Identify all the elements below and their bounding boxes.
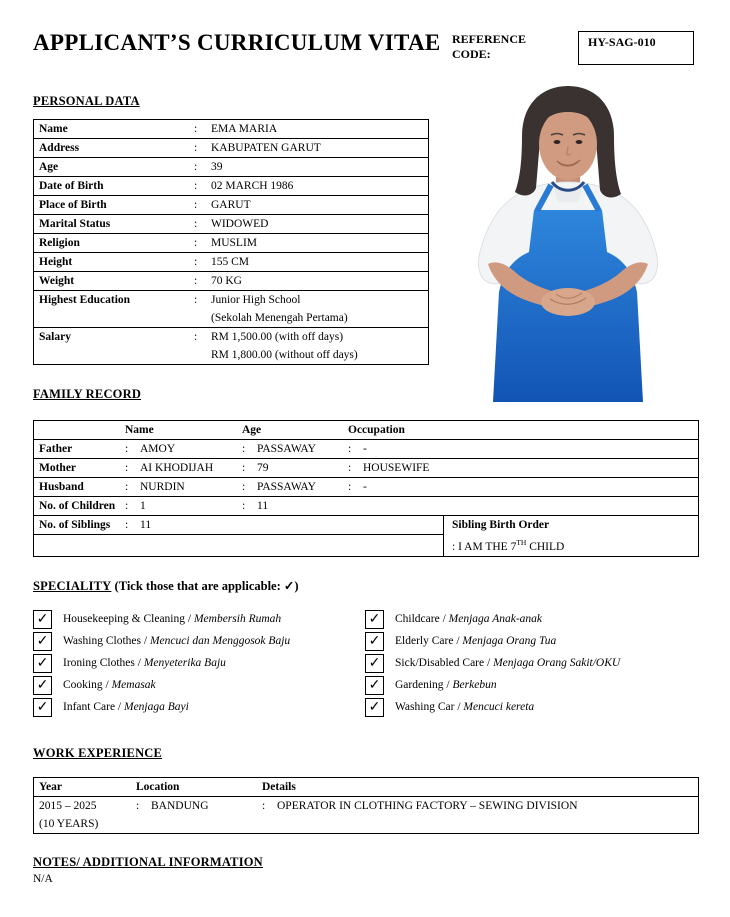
table-row xyxy=(34,328,428,364)
field-value: 155 CM xyxy=(211,256,250,268)
family-record-table xyxy=(33,420,699,557)
field-value xyxy=(211,291,428,327)
field-value: MUSLIM xyxy=(211,237,258,249)
field-value: WIDOWED xyxy=(211,218,269,230)
checkmark-icon: ✓ xyxy=(368,633,381,649)
speciality-item xyxy=(365,696,705,718)
column-header-occupation: Occupation xyxy=(348,424,405,436)
table-row xyxy=(34,215,428,234)
row-label: Husband xyxy=(39,481,84,493)
speciality-item xyxy=(365,652,705,674)
speciality-item xyxy=(33,674,373,696)
checkmark-icon: ✓ xyxy=(368,611,381,627)
table-row xyxy=(34,459,698,478)
ordinal-superscript: TH xyxy=(516,538,527,547)
table-row xyxy=(34,478,698,497)
speciality-label: Childcare / Menjaga Anak-anak xyxy=(395,613,543,625)
colon: : xyxy=(194,275,198,287)
checkmark-icon: ✓ xyxy=(368,655,381,671)
colon: : xyxy=(125,519,129,531)
checkbox-childcare[interactable] xyxy=(365,610,384,629)
colon: : xyxy=(194,237,198,249)
cell-name: : AMOY xyxy=(125,440,242,458)
field-value xyxy=(211,328,428,364)
speciality-label: Washing Car / Mencuci kereta xyxy=(395,701,535,713)
field-value: KABUPATEN GARUT xyxy=(211,142,321,154)
colon: : xyxy=(125,462,129,474)
row-label: No. of Children xyxy=(39,500,116,512)
speciality-label: Ironing Clothes / Menyeterika Baju xyxy=(63,657,226,669)
checkbox-washing-clothes[interactable] xyxy=(33,632,52,651)
field-value: 70 KG xyxy=(211,275,242,287)
field-value: EMA MARIA xyxy=(211,123,278,135)
checkbox-housekeeping[interactable] xyxy=(33,610,52,629)
cell-age: : 79 xyxy=(242,459,348,477)
table-header-row xyxy=(34,421,698,440)
speciality-label: Gardening / Berkebun xyxy=(395,679,497,691)
speciality-label: Housekeeping & Cleaning / Membersih Rumah xyxy=(63,613,282,625)
sibling-birth-order-cell xyxy=(444,516,698,556)
personal-data-table xyxy=(33,119,429,365)
table-row xyxy=(34,797,698,833)
speciality-item xyxy=(33,696,373,718)
field-value-line2: RM 1,800.00 (without off days) xyxy=(211,349,358,361)
separator: / xyxy=(453,635,463,647)
separator: / xyxy=(439,613,449,625)
table-row xyxy=(34,158,428,177)
colon: : xyxy=(242,500,246,512)
cell-name: : 1 xyxy=(125,497,242,515)
table-header-row xyxy=(34,778,698,797)
field-value-line2: (Sekolah Menengah Pertama) xyxy=(211,312,348,324)
field-value-line1: Junior High School xyxy=(211,294,301,306)
field-label: Weight xyxy=(39,275,75,287)
table-row xyxy=(34,253,428,272)
speciality-item xyxy=(365,630,705,652)
table-row xyxy=(34,516,443,535)
column-header-location: Location xyxy=(136,781,180,793)
speciality-item xyxy=(33,652,373,674)
cell-value: : 11 xyxy=(125,516,151,534)
cell-age: : PASSAWAY xyxy=(242,478,348,496)
table-row xyxy=(34,234,428,253)
speciality-heading-row xyxy=(33,577,299,595)
family-record-heading: FAMILY RECORD xyxy=(33,387,142,401)
applicant-photo xyxy=(430,84,706,402)
empty-header-cell xyxy=(39,421,125,439)
applicant-photo-illustration xyxy=(430,84,706,402)
colon: : xyxy=(194,180,198,192)
colon: : xyxy=(194,142,198,154)
colon: : xyxy=(348,481,352,493)
notes-heading: NOTES/ ADDITIONAL INFORMATION xyxy=(33,855,263,869)
cell-name: : AI KHODIJAH xyxy=(125,459,242,477)
colon: : xyxy=(194,161,198,173)
row-label: Father xyxy=(39,443,73,455)
speciality-column-right xyxy=(365,608,705,718)
cell-occupation: : HOUSEWIFE xyxy=(348,459,698,477)
checkbox-cooking[interactable] xyxy=(33,676,52,695)
field-label: Age xyxy=(39,161,59,173)
work-experience-heading: WORK EXPERIENCE xyxy=(33,746,163,760)
checkbox-washing-car[interactable] xyxy=(365,698,384,717)
cell-occupation: : - xyxy=(348,440,698,458)
table-row xyxy=(34,497,698,516)
table-row xyxy=(34,120,428,139)
checkmark-icon: ✓ xyxy=(368,699,381,715)
column-header-year: Year xyxy=(39,781,62,793)
colon: : xyxy=(194,331,198,343)
speciality-item xyxy=(365,608,705,630)
colon: : xyxy=(348,443,352,455)
field-value: 39 xyxy=(211,161,223,173)
page-title: APPLICANT’S CURRICULUM VITAE xyxy=(33,30,441,55)
field-label: Religion xyxy=(39,237,80,249)
colon: : xyxy=(194,294,198,306)
field-value: GARUT xyxy=(211,199,251,211)
field-label: Marital Status xyxy=(39,218,111,230)
table-row xyxy=(34,177,428,196)
separator: / xyxy=(484,657,494,669)
colon: : xyxy=(125,481,129,493)
speciality-label: Sick/Disabled Care / Menjaga Orang Sakit/OKU xyxy=(395,657,621,669)
checkbox-elderly-care[interactable] xyxy=(365,632,384,651)
separator: / xyxy=(443,679,453,691)
checkbox-sick-disabled-care[interactable] xyxy=(365,654,384,673)
colon: : xyxy=(242,481,246,493)
separator: / xyxy=(134,657,144,669)
field-label: Date of Birth xyxy=(39,180,104,192)
speciality-label: Washing Clothes / Mencuci dan Menggosok Baju xyxy=(63,635,291,647)
siblings-cell xyxy=(34,516,444,556)
cell-location: : BANDUNG xyxy=(136,797,262,833)
colon: : xyxy=(194,123,198,135)
table-row xyxy=(34,272,428,291)
separator: / xyxy=(185,613,194,625)
cell-occupation xyxy=(348,497,698,515)
colon: : xyxy=(242,443,246,455)
field-label: Height xyxy=(39,256,73,268)
reference-code-label: REFERENCE CODE: xyxy=(452,32,527,61)
checkmark-icon: ✓ xyxy=(36,655,49,671)
speciality-column-left xyxy=(33,608,373,718)
cell-details: : OPERATOR IN CLOTHING FACTORY – SEWING DIVISION xyxy=(262,797,698,833)
cell-name: : NURDIN xyxy=(125,478,242,496)
speciality-heading: SPECIALITY xyxy=(33,579,112,593)
family-table-bottom xyxy=(34,516,698,556)
column-header-details: Details xyxy=(262,781,296,793)
separator: / xyxy=(140,635,150,647)
checkmark-icon: ✓ xyxy=(36,699,49,715)
table-row xyxy=(34,139,428,158)
field-label: Name xyxy=(39,123,68,135)
checkmark-icon: ✓ xyxy=(36,677,49,693)
row-label: Mother xyxy=(39,462,77,474)
checkbox-gardening[interactable] xyxy=(365,676,384,695)
cell-occupation: : - xyxy=(348,478,698,496)
colon: : xyxy=(348,462,352,474)
table-row xyxy=(34,440,698,459)
colon: : xyxy=(125,443,129,455)
colon: : xyxy=(125,500,129,512)
colon: : xyxy=(194,199,198,211)
colon: : xyxy=(136,800,140,812)
colon: : xyxy=(194,256,198,268)
reference-code-value: HY-SAG-010 xyxy=(588,35,656,49)
sibling-birth-order-value: : I AM THE 7TH CHILD xyxy=(452,538,565,553)
field-label: Address xyxy=(39,142,80,154)
speciality-item xyxy=(365,674,705,696)
checkmark-icon: ✓ xyxy=(36,611,49,627)
checkmark-icon: ✓ xyxy=(368,677,381,693)
speciality-item xyxy=(33,630,373,652)
speciality-heading-note: (Tick those that are applicable: ✓) xyxy=(111,579,299,593)
field-label: Highest Education xyxy=(39,294,131,306)
column-header-age: Age xyxy=(242,424,262,436)
separator: / xyxy=(102,679,112,691)
checkmark-icon: ✓ xyxy=(36,633,49,649)
table-row xyxy=(34,196,428,215)
row-label: No. of Siblings xyxy=(39,519,111,531)
column-header-name: Name xyxy=(125,424,154,436)
colon: : xyxy=(262,800,266,812)
sibling-birth-order-label: Sibling Birth Order xyxy=(452,519,550,531)
cell-age: : 11 xyxy=(242,497,348,515)
colon: : xyxy=(242,462,246,474)
work-experience-table xyxy=(33,777,699,834)
empty-row xyxy=(34,535,443,553)
notes-value: N/A xyxy=(33,873,53,885)
speciality-item xyxy=(33,608,373,630)
table-row xyxy=(34,291,428,328)
checkbox-infant-care[interactable] xyxy=(33,698,52,717)
separator: / xyxy=(454,701,464,713)
field-label: Place of Birth xyxy=(39,199,107,211)
reference-code-box xyxy=(578,31,694,65)
speciality-label: Cooking / Memasak xyxy=(63,679,156,691)
personal-data-heading: PERSONAL DATA xyxy=(33,94,140,108)
cell-age: : PASSAWAY xyxy=(242,440,348,458)
field-value: 02 MARCH 1986 xyxy=(211,180,294,192)
field-value-line1: RM 1,500.00 (with off days) xyxy=(211,331,344,343)
speciality-label: Elderly Care / Menjaga Orang Tua xyxy=(395,635,557,647)
checkbox-ironing-clothes[interactable] xyxy=(33,654,52,673)
cell-year: 2015 – 2025 (10 YEARS) xyxy=(39,800,99,830)
colon: : xyxy=(194,218,198,230)
field-label: Salary xyxy=(39,331,71,343)
separator: / xyxy=(115,701,124,713)
speciality-label: Infant Care / Menjaga Bayi xyxy=(63,701,189,713)
